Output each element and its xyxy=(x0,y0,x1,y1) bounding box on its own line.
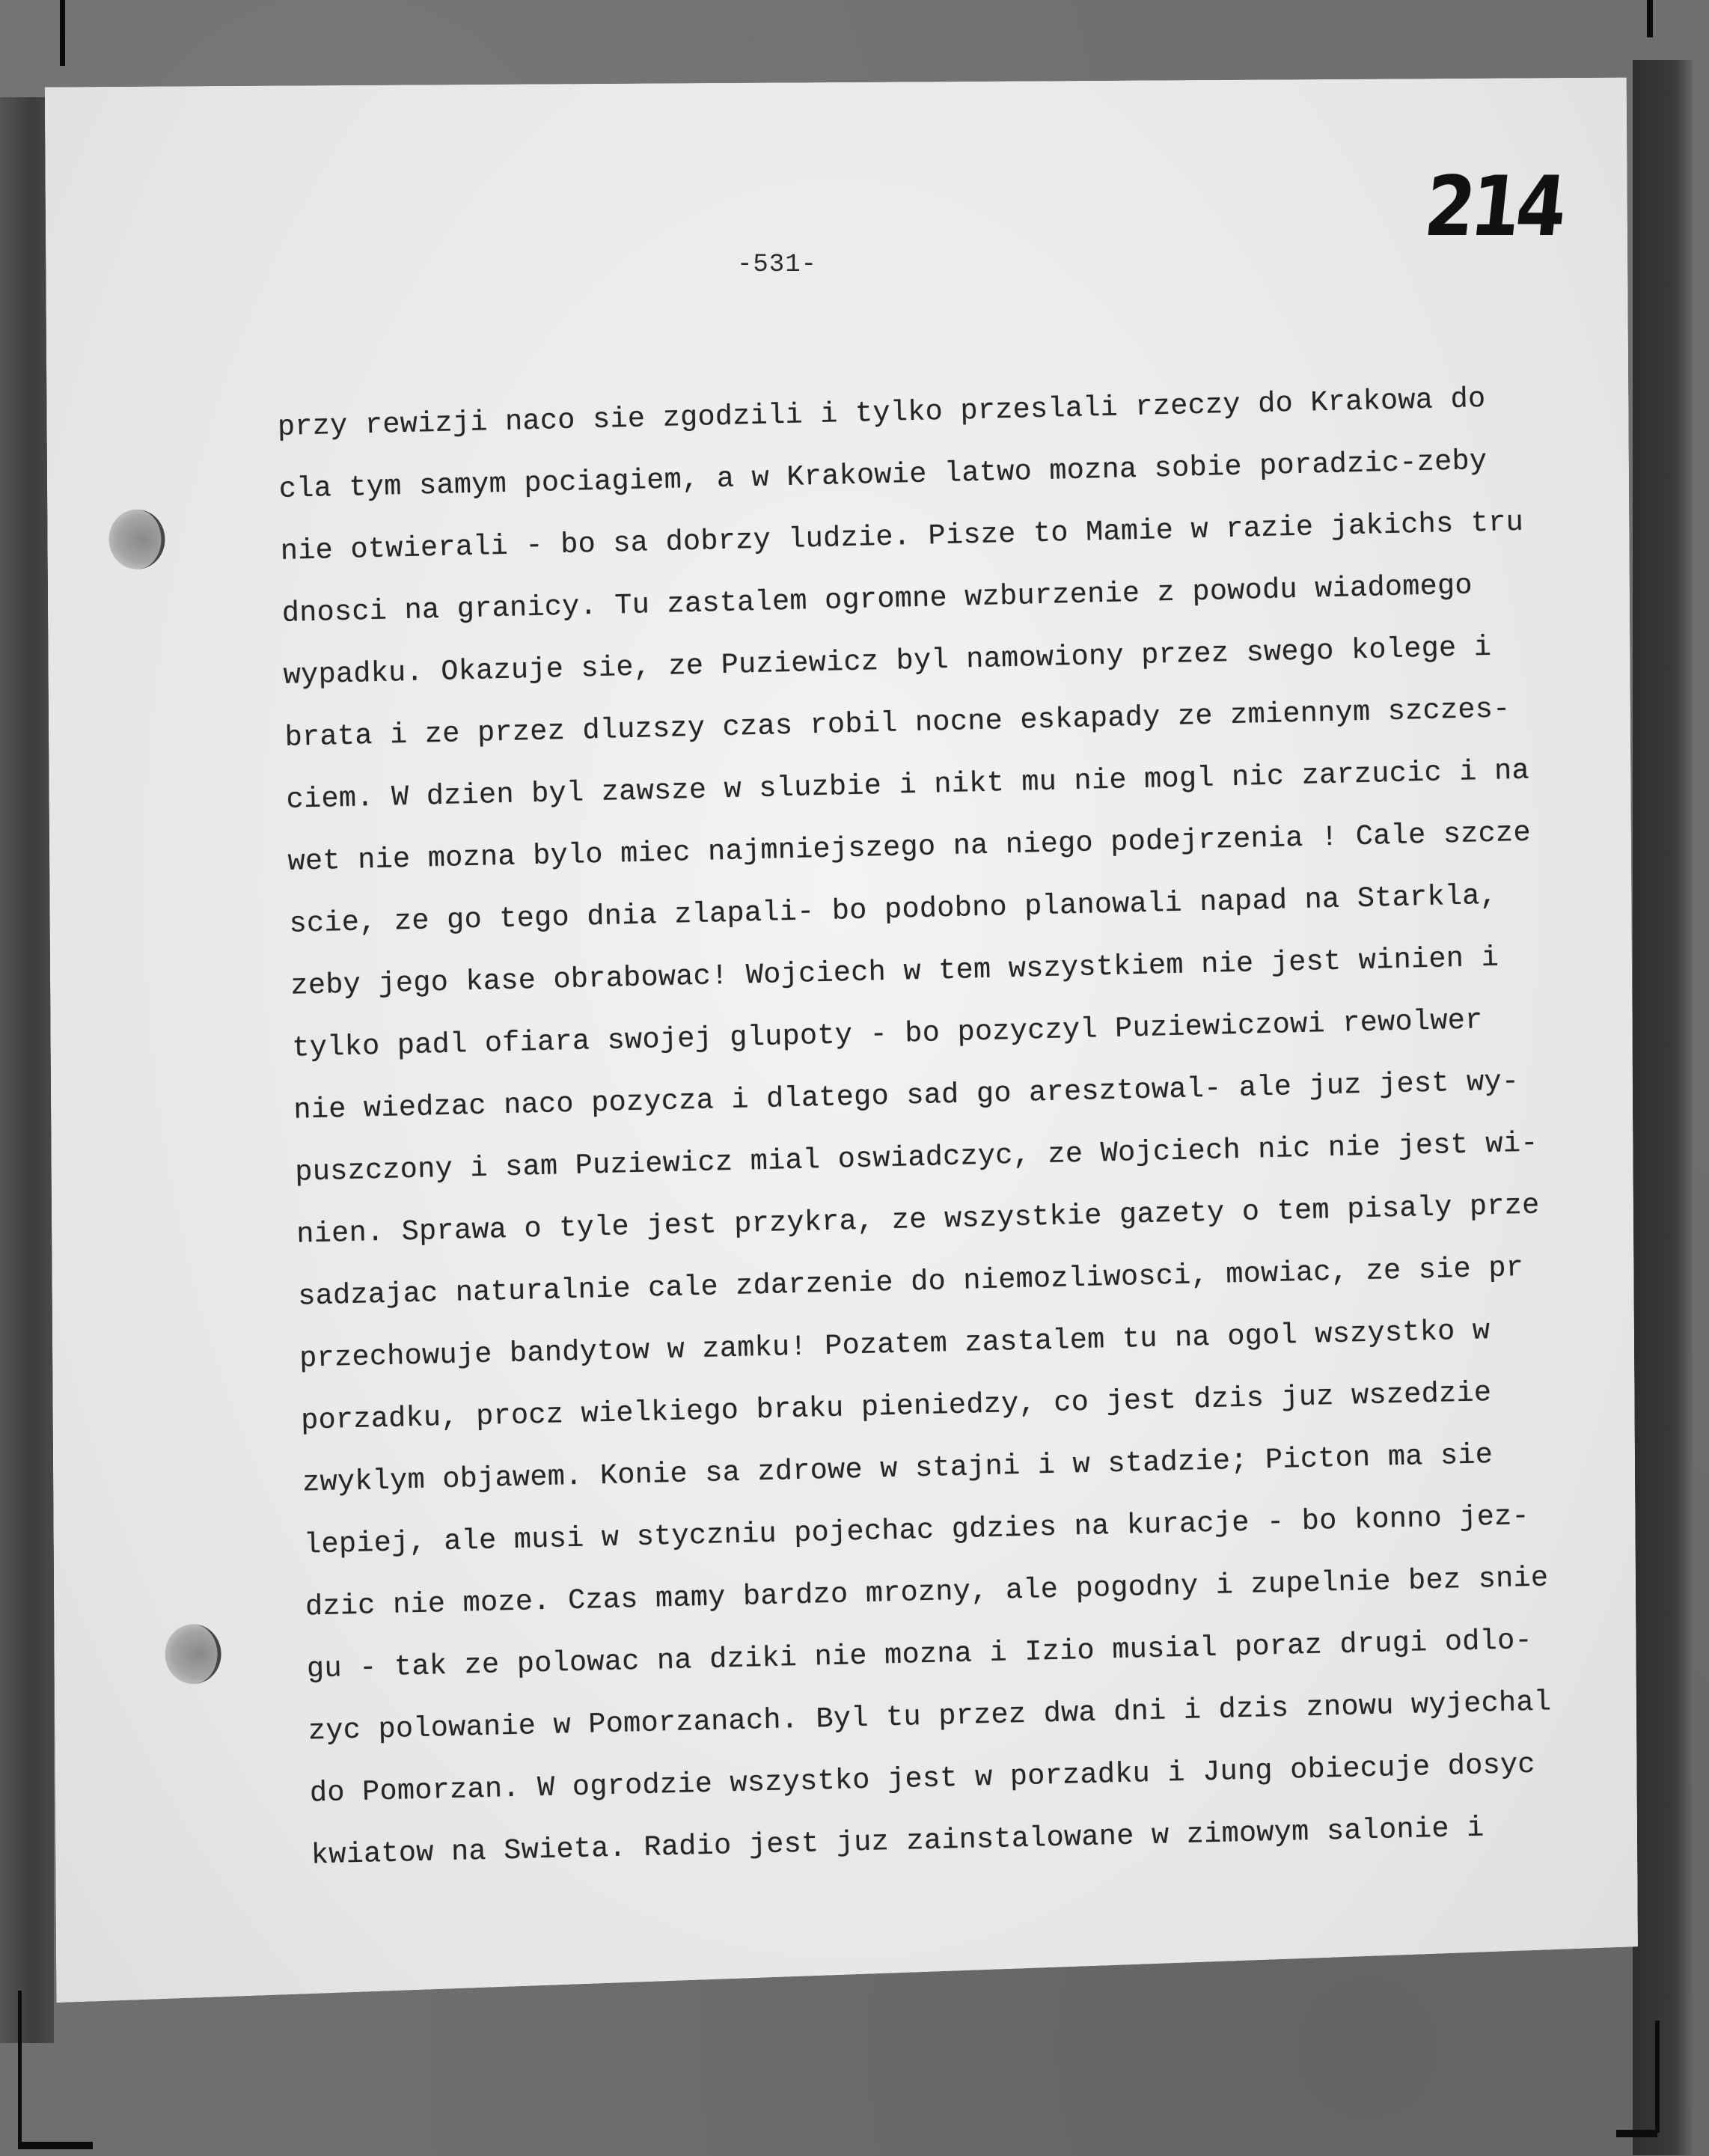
text-line: cla tym samym pociagiem, a w Krakowie latwo mozna sobie poradzic-zeby xyxy=(278,444,1488,506)
text-line: dzic nie moze. Czas mamy bardzo mrozny, ale pogodny i zupelnie bez snie xyxy=(305,1561,1549,1624)
punch-hole-top xyxy=(108,510,165,569)
punch-hole-bottom xyxy=(165,1624,221,1684)
text-line: porzadku, procz wielkiego braku pieniedzy, co jest dzis juz wszedzie xyxy=(300,1376,1492,1438)
crop-mark-bottom-right-foot xyxy=(1616,2130,1657,2137)
text-line: przy rewizji naco sie zgodzili i tylko przeslali rzeczy do Krakowa do xyxy=(277,382,1486,444)
crop-mark-top-left xyxy=(60,0,65,66)
crop-mark-bottom-right xyxy=(1655,2021,1660,2133)
text-line: zeby jego kase obrabowac! Wojciech w tem wszystkiem nie jest winien i xyxy=(290,941,1499,1003)
text-line: nien. Sprawa o tyle jest przykra, ze wszystkie gazety o tem pisaly prze xyxy=(296,1188,1541,1251)
text-line: lepiej, ale musi w styczniu pojechac gdzies na kuracje - bo konno jez- xyxy=(303,1499,1530,1562)
text-line: zyc polowanie w Pomorzanach. Byl tu przez dwa dni i dzis znowu wyjechal xyxy=(308,1685,1552,1748)
text-line: puszczony i sam Puziewicz mial oswiadczyc, ze Wojciech nic nie jest wi- xyxy=(294,1126,1539,1189)
text-line: tylko padl ofiara swojej glupoty - bo pozyczyl Puziewiczowi rewolwer xyxy=(292,1004,1484,1065)
text-line: dnosci na granicy. Tu zastalem ogromne wzburzenie z powodu wiadomego xyxy=(281,569,1473,630)
crop-mark-top-right xyxy=(1647,0,1653,37)
text-line: nie wiedzac naco pozycza i dlatego sad go aresztowal- ale juz jest wy- xyxy=(293,1065,1520,1127)
text-line: wet nie mozna bylo miec najmniejszego na niego podejrzenia ! Cale szcze xyxy=(287,816,1532,879)
typed-page-number: -531- xyxy=(737,251,818,279)
text-line: brata i ze przez dluzszy czas robil nocne eskapady ze zmiennym szczes- xyxy=(284,692,1511,754)
text-line: zwyklym objawem. Konie sa zdrowe w stajni i w stadzie; Picton ma sie xyxy=(302,1438,1494,1500)
crop-mark-bottom-left xyxy=(18,1991,22,2148)
handwritten-archive-number: 214 xyxy=(1420,158,1568,255)
text-line: do Pomorzan. W ogrodzie wszystko jest w porzadku i Jung obiecuje dosyc xyxy=(309,1747,1536,1810)
text-line: przechowuje bandytow w zamku! Pozatem zastalem tu na ogol wszystko w xyxy=(299,1314,1491,1375)
letter-body xyxy=(277,364,1681,1887)
text-line: sadzajac naturalnie cale zdarzenie do niemozliwosci, mowiac, ze sie pr xyxy=(297,1251,1524,1313)
text-line: ciem. W dzien byl zawsze w sluzbie i nikt mu nie mogl nic zarzucic i na xyxy=(286,754,1530,816)
text-line: scie, ze go tego dnia zlapali- bo podobno planowali napad na Starkla, xyxy=(289,879,1498,941)
text-line: nie otwierali - bo sa dobrzy ludzie. Pisze to Mamie w razie jakichs tru xyxy=(280,505,1524,568)
text-line: kwiatow na Swieta. Radio jest juz zainstalowane w zimowym salonie i xyxy=(311,1811,1485,1872)
crop-mark-bottom-left-foot xyxy=(18,2142,93,2149)
text-line: gu - tak ze polowac na dziki nie mozna i Izio musial poraz drugi odlo- xyxy=(306,1623,1533,1686)
text-line: wypadku. Okazuje sie, ze Puziewicz byl namowiony przez swego kolege i xyxy=(283,630,1492,692)
scan-left-shadow xyxy=(0,97,54,2043)
